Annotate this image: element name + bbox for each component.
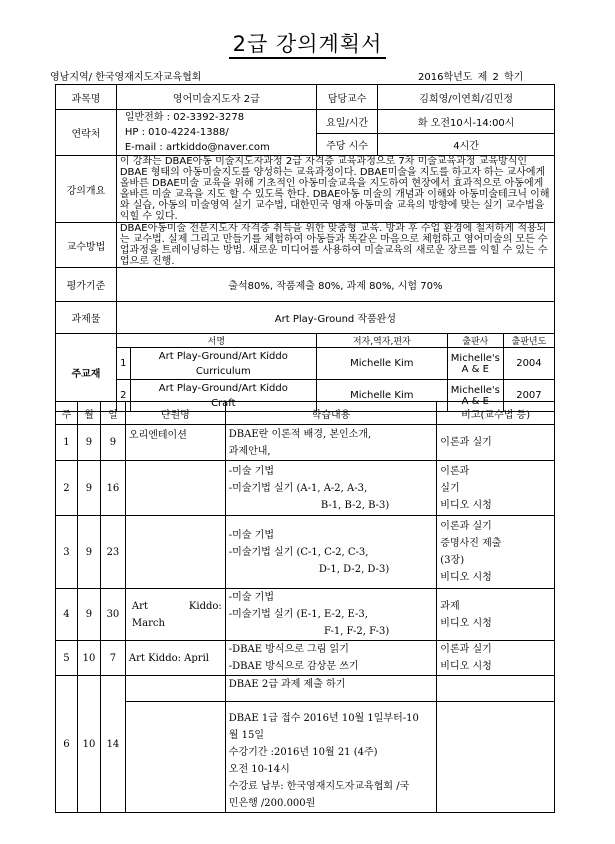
textbook-title: Art Play-Ground/Art Kiddo Craft	[130, 380, 316, 412]
unit-cell	[125, 461, 225, 516]
month-cell: 9	[77, 589, 100, 641]
textbook-header-publisher: 출판사	[447, 334, 503, 348]
document-title: 2급 강의계획서	[0, 28, 615, 58]
day-time-label: 요일/시간	[316, 110, 378, 134]
note-cell: 이론과 실기 비디오 시청	[437, 641, 555, 676]
textbook-row	[56, 348, 555, 380]
textbook-title: Art Play-Ground/Art Kiddo Curriculum	[130, 348, 316, 380]
header-note: 비고(교수법 등)	[437, 402, 555, 425]
content-cell: -미술 기법 -미술기법 실기 (E-1, E-2, E-3, F-1, F-2, F-3)	[225, 589, 437, 641]
contact-label: 연락처	[56, 110, 117, 156]
evaluation-label: 평가기준	[56, 268, 117, 302]
content-cell: -DBAE 방식으로 그림 읽기 -DBAE 방식으로 감상문 쓰기	[225, 641, 437, 676]
schedule-header-row	[56, 402, 555, 425]
assignment-label: 과제물	[56, 302, 117, 334]
week-cell: 4	[56, 589, 78, 641]
textbook-header-author: 저자,역자,편자	[316, 334, 447, 348]
table-row	[56, 425, 555, 461]
content-cell: -미술 기법 -미술기법 실기 (C-1, C-2, C-3, D-1, D-2, D-3)	[225, 516, 437, 589]
day-cell: 16	[100, 461, 125, 516]
textbook-header-year: 출판년도	[503, 334, 554, 348]
assignment-value: Art Play-Ground 작품완성	[116, 302, 554, 334]
month-cell: 9	[77, 425, 100, 461]
note-cell: 이론과 실기	[437, 425, 555, 461]
textbook-year: 2007	[503, 380, 554, 412]
table-row	[56, 516, 555, 589]
month-cell: 9	[77, 461, 100, 516]
organization-label: 영남지역/ 한국영재지도자교육협회	[50, 72, 202, 83]
professor-label: 담당교수	[316, 85, 378, 110]
unit-cell	[125, 516, 225, 589]
content-cell: DBAE란 이론적 배경, 본인소개, 과제안내,	[225, 425, 437, 461]
semester-label: 2016학년도 제 2 학기	[418, 72, 524, 83]
header-month: 월	[77, 402, 100, 425]
course-info-table	[55, 84, 555, 412]
header-content: 학습내용	[225, 402, 437, 425]
overview-text: 이 강좌는 DBAE아동 미술지도자과정 2급 자격증 교육과정으로 7차 미술교육과정 교육방식인 DBAE 형태의 아동미술지도를 양성하는 교육과정이다. DBAE미술을 지도를 하고자 하는 교사에게 올바른 DBAE미술 교육을 위해 기초적인 아동미술교육을 지도하여 현장에서 효과적으로 아동에게 올바른 미술 교육을 지도 할 수 있도록 한다. DBAE아동 미술의 개념과 이해와 아동미술테크닉 이해와 실습, 아동의 미술영역 실기 교수법, 대한민국 영재 아동미술 교육의 방향에 맞는 실기 교수법을 익힐 수 있다.	[116, 156, 554, 223]
note-cell	[437, 676, 555, 813]
week-cell: 6	[56, 676, 78, 813]
textbook-no: 2	[116, 380, 130, 412]
schedule-table	[55, 401, 555, 813]
unit-cell: Art Kiddo: April	[125, 641, 225, 676]
table-row	[56, 641, 555, 676]
day-cell: 7	[100, 641, 125, 676]
week-cell: 2	[56, 461, 78, 516]
unit-cell	[125, 676, 225, 813]
note-cell: 과제 비디오 시청	[437, 589, 555, 641]
textbook-author: Michelle Kim	[316, 380, 447, 412]
month-cell: 10	[77, 641, 100, 676]
course-label: 과목명	[56, 85, 117, 110]
week-cell: 3	[56, 516, 78, 589]
content-cell: -미술 기법 -미술기법 실기 (A-1, A-2, A-3, B-1, B-2, B-3)	[225, 461, 437, 516]
textbook-publisher: Michelle's A & E	[447, 380, 503, 412]
header-unit: 단원명	[125, 402, 225, 425]
method-text: DBAE아동미술 전문지도자 자격증 취득을 위한 맞춤형 교육. 방과 후 수업 환경에 철저하게 적용되는 교수법. 실제 그리고 만들기를 체험하여 아동들과 똑같은 마음으로 체험하고 영어미술의 모든 수업과정을 트레이닝하는 방법. 새로운 미디어를 사용하여 미술교육의 새로운 장르를 익힐 수 있는 수업으로 진행.	[116, 223, 554, 268]
textbook-header-title: 서명	[116, 334, 316, 348]
method-label: 교수방법	[56, 223, 117, 268]
contact-value: 일반전화 : 02-3392-3278 HP : 010-4224-1388/ E-mail : artkiddo@naver.com	[116, 110, 316, 156]
day-cell: 9	[100, 425, 125, 461]
day-time-value: 화 오전10시-14:00시	[378, 110, 555, 134]
textbook-publisher: Michelle's A & E	[447, 348, 503, 380]
header-week: 주	[56, 402, 78, 425]
overview-label: 강의개요	[56, 156, 117, 223]
day-cell: 14	[100, 676, 125, 813]
hours-label: 주당 시수	[316, 133, 378, 156]
professor-value: 김희영/이연희/김민정	[378, 85, 555, 110]
day-cell: 23	[100, 516, 125, 589]
course-value: 영어미술지도자 2급	[116, 85, 316, 110]
textbook-label: 주교재	[56, 334, 117, 412]
textbook-year: 2004	[503, 348, 554, 380]
note-cell: 이론과 실기 비디오 시청	[437, 461, 555, 516]
table-row	[56, 589, 555, 641]
week-cell: 1	[56, 425, 78, 461]
unit-cell: Art Kiddo: March	[125, 589, 225, 641]
evaluation-value: 출석80%, 작품제출 80%, 과제 80%, 시험 70%	[116, 268, 554, 302]
hours-value: 4시간	[378, 133, 555, 156]
header-day: 일	[100, 402, 125, 425]
month-cell: 10	[77, 676, 100, 813]
table-row	[56, 461, 555, 516]
textbook-no: 1	[116, 348, 130, 380]
unit-cell: 오리엔테이션	[125, 425, 225, 461]
content-cell: DBAE 2급 과제 제출 하기 DBAE 1급 접수 2016년 10월 1일부터-10 월 15일 수강기간 :2016년 10월 21 (4주) 오전 10-14시 수강료 납부: 한국영재지도자교육협회 /국 민은행 /200.000원	[225, 676, 437, 813]
month-cell: 9	[77, 516, 100, 589]
table-row	[56, 676, 555, 813]
textbook-author: Michelle Kim	[316, 348, 447, 380]
week-cell: 5	[56, 641, 78, 676]
day-cell: 30	[100, 589, 125, 641]
note-cell: 이론과 실기 증명사진 제출 (3장) 비디오 시청	[437, 516, 555, 589]
